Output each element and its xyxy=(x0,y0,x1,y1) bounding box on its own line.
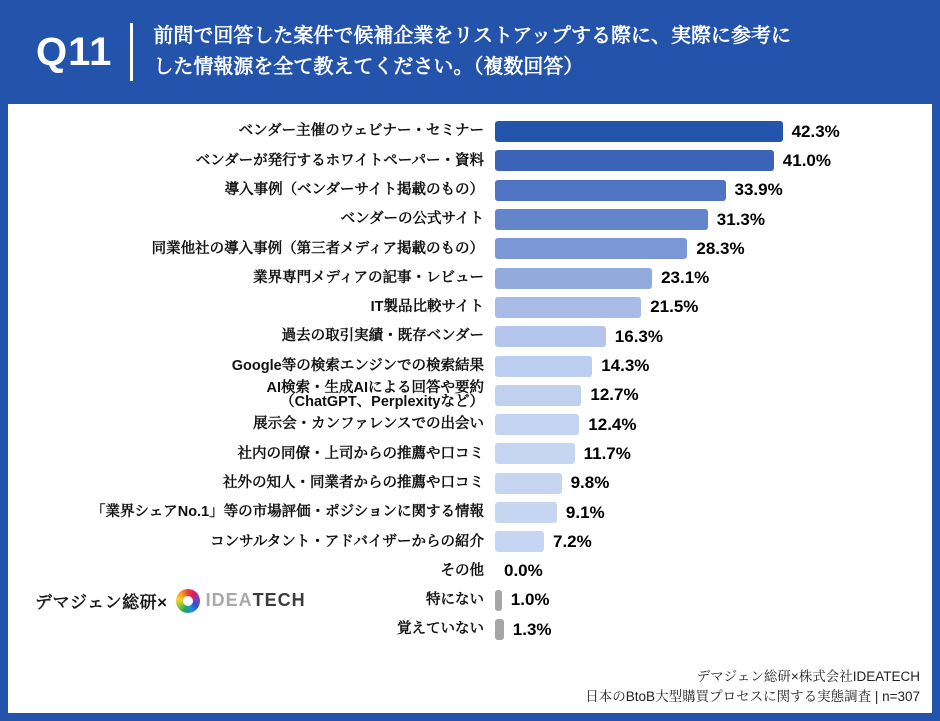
bar-row xyxy=(8,556,932,585)
bar-row xyxy=(8,322,932,351)
question-line-1: 前問で回答した案件で候補企業をリストアップする際に、実際に参考に xyxy=(153,25,792,47)
question-number: Q11 xyxy=(36,30,113,74)
logo-tech-text: TECH xyxy=(252,590,306,610)
bar xyxy=(495,297,641,318)
bar xyxy=(495,180,726,201)
bar xyxy=(495,414,579,435)
bar-value: 1.0% xyxy=(510,590,550,610)
bar xyxy=(495,385,581,406)
question-header xyxy=(0,0,940,104)
bar-row xyxy=(8,263,932,292)
bar-label: 過去の取引実績・既存ベンダー xyxy=(281,328,484,345)
bar-value: 9.1% xyxy=(565,502,605,522)
bar-value: 31.3% xyxy=(716,209,765,229)
bar xyxy=(495,121,783,142)
bar-value: 16.3% xyxy=(614,326,663,346)
bar-value: 12.4% xyxy=(588,414,637,434)
question-text xyxy=(153,21,791,83)
bar-label: 展示会・カンファレンスでの出会い xyxy=(253,416,484,433)
bar-label: 導入事例（ベンダーサイト掲載のもの） xyxy=(224,181,484,198)
bar-value: 0.0% xyxy=(504,561,543,581)
bar-value: 12.7% xyxy=(590,385,639,405)
logo-idea-text: IDEA xyxy=(205,590,253,610)
bar-row xyxy=(8,469,932,498)
brand-logo xyxy=(35,588,306,613)
bar xyxy=(495,356,592,377)
bar xyxy=(495,268,652,289)
bar-label: その他 xyxy=(440,562,484,579)
bar-label: ベンダーの公式サイト xyxy=(340,211,484,228)
source-line-2: 日本のBtoB大型購買プロセスに関する実態調査 | n=307 xyxy=(585,688,920,704)
bar-label: 特にない xyxy=(426,592,484,609)
bar-chart xyxy=(8,117,932,644)
bar-label: 社外の知人・同業者からの推薦や口コミ xyxy=(223,474,484,491)
bar xyxy=(495,502,557,523)
bar xyxy=(495,209,708,230)
bar-row xyxy=(8,498,932,527)
bar-row xyxy=(8,351,932,380)
bar-row xyxy=(8,205,932,234)
brand-name: デマジェン総研× xyxy=(35,593,168,612)
bar-row xyxy=(8,527,932,556)
bar-label: 覚えていない xyxy=(397,621,484,638)
bar xyxy=(495,326,606,347)
bar-label: Google等の検索エンジンでの検索結果 xyxy=(231,357,484,374)
bar-value: 41.0% xyxy=(782,150,831,170)
chart-card xyxy=(8,104,932,713)
bar xyxy=(495,590,502,611)
bar-label: AI検索・生成AIによる回答や要約 （ChatGPT、Perplexityなど） xyxy=(266,379,484,411)
bar-row xyxy=(8,381,932,410)
bar-label: コンサルタント・アドバイザーからの紹介 xyxy=(210,533,484,550)
bar-row xyxy=(8,293,932,322)
bar xyxy=(495,443,575,464)
bar-row xyxy=(8,410,932,439)
question-line-2: した情報源を全て教えてください。（複数回答） xyxy=(153,56,584,78)
bar-value: 21.5% xyxy=(650,297,699,317)
bar-value: 14.3% xyxy=(601,356,650,376)
bar xyxy=(495,619,504,640)
bar-row xyxy=(8,176,932,205)
bar-label: 業界専門メディアの記事・レビュー xyxy=(253,269,484,286)
bar-label: IT製品比較サイト xyxy=(370,299,484,316)
bar xyxy=(495,238,687,259)
bar-value: 11.7% xyxy=(583,443,631,463)
bar-row xyxy=(8,234,932,263)
bar xyxy=(495,150,774,171)
bar-value: 9.8% xyxy=(570,473,610,493)
bar-label: 社内の同僚・上司からの推薦や口コミ xyxy=(237,445,484,462)
bar-label: ベンダーが発行するホワイトペーパー・資料 xyxy=(195,152,484,169)
bar-label: 「業界シェアNo.1」等の市場評価・ポジションに関する情報 xyxy=(91,504,484,521)
bar-value: 1.3% xyxy=(512,619,552,639)
header-divider xyxy=(130,23,133,81)
bar-value: 33.9% xyxy=(734,180,783,200)
bar xyxy=(495,473,562,494)
bar-row xyxy=(8,615,932,644)
bar-row xyxy=(8,439,932,468)
source-line-1: デマジェン総研×株式会社IDEATECH xyxy=(696,668,920,684)
bar xyxy=(495,531,544,552)
bar-value: 42.3% xyxy=(791,121,840,141)
bar-label: ベンダー主催のウェビナー・セミナー xyxy=(238,123,484,140)
ideatech-rgb-logo-icon xyxy=(176,589,200,613)
bar-label: 同業他社の導入事例（第三者メディア掲載のもの） xyxy=(151,240,484,257)
bar-value: 23.1% xyxy=(661,268,710,288)
bar-row xyxy=(8,146,932,175)
bar-value: 28.3% xyxy=(696,238,745,258)
bar-row xyxy=(8,117,932,146)
bar-value: 7.2% xyxy=(553,531,592,551)
source-footer xyxy=(585,667,920,708)
